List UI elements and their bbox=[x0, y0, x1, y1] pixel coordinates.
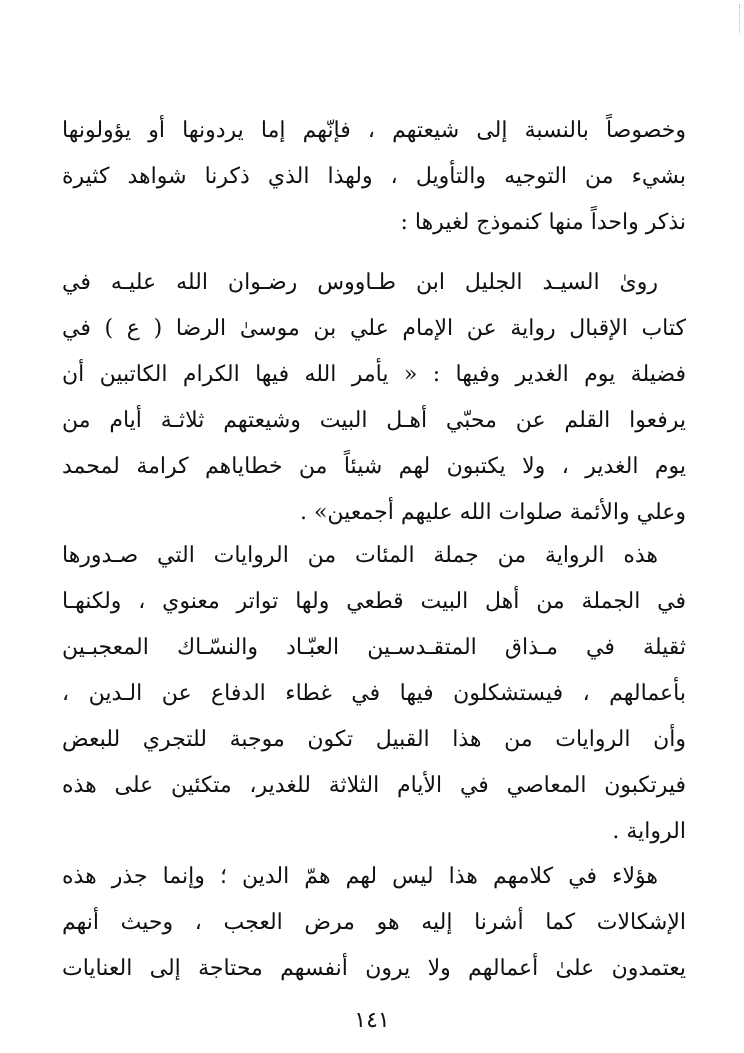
text-line: هذه الرواية من جملة المئات من الروايات التي صـدورها bbox=[62, 543, 658, 568]
paragraph-3 bbox=[62, 533, 686, 855]
text-line: يوم الغدير ، ولا يكتبون لهم شيئاً من خطاياهم كرامة لمحمد bbox=[62, 454, 686, 479]
text-line: فيرتكبون المعاصي في الأيام الثلاثة للغدير، متكئين على هذه bbox=[62, 773, 686, 798]
text-line: بشيء من التوجيه والتأويل ، ولهذا الذي ذكرنا شواهد كثيرة bbox=[62, 164, 686, 189]
text-line: بأعمالهم ، فيستشكلون فيها في غطاء الدفاع عن الـدين ، bbox=[62, 681, 686, 706]
text-line: يعتمدون علىٰ أعمالهم ولا يرون أنفسهم محتاجة إلى العنايات bbox=[62, 956, 686, 981]
text-line: وأن الروايات من هذا القبيل تكون موجبة للتجري للبعض bbox=[62, 727, 686, 752]
text-line: روىٰ السيـد الجليل ابن طـاووس رضـوان الله عليـه في bbox=[62, 270, 658, 295]
text-line: الإشكالات كما أشرنا إليه هو مرض العجب ، وحيث أنهم bbox=[62, 910, 686, 935]
text-line: الرواية . bbox=[612, 819, 686, 844]
text-line: نذكر واحداً منها كنموذج لغيرها : bbox=[400, 210, 686, 235]
scan-edge-mark bbox=[725, 4, 740, 34]
paragraph-1 bbox=[62, 108, 686, 246]
paragraph-4 bbox=[62, 854, 686, 992]
page-number: ١٤١ bbox=[354, 1008, 390, 1033]
text-line: يرفعوا القلم عن محبّي أهـل البيت وشيعتهم ثلاثـة أيام من bbox=[62, 408, 686, 433]
text-line: فضيلة يوم الغدير وفيها : « يأمر الله فيها الكرام الكاتبين أن bbox=[62, 362, 686, 387]
text-line: في الجملة من أهل البيت قطعي ولها تواتر معنوي ، ولكنهـا bbox=[62, 589, 686, 614]
paragraph-2 bbox=[62, 260, 686, 536]
text-line: ثقيلة في مـذاق المتقـدسـين العبّـاد والنسّـاك المعجبـين bbox=[62, 635, 686, 660]
text-line: وعلي والأئمة صلوات الله عليهم أجمعين» . bbox=[299, 500, 686, 525]
text-line: وخصوصاً بالنسبة إلى شيعتهم ، فإنّهم إما يردونها أو يؤولونها bbox=[62, 118, 686, 143]
text-line: كتاب الإقبال رواية عن الإمام علي بن موسىٰ الرضا ( ع ) في bbox=[62, 316, 686, 341]
text-line: هؤلاء في كلامهم هذا ليس لهم همّ الدين ؛ وإنما جذر هذه bbox=[62, 864, 658, 889]
